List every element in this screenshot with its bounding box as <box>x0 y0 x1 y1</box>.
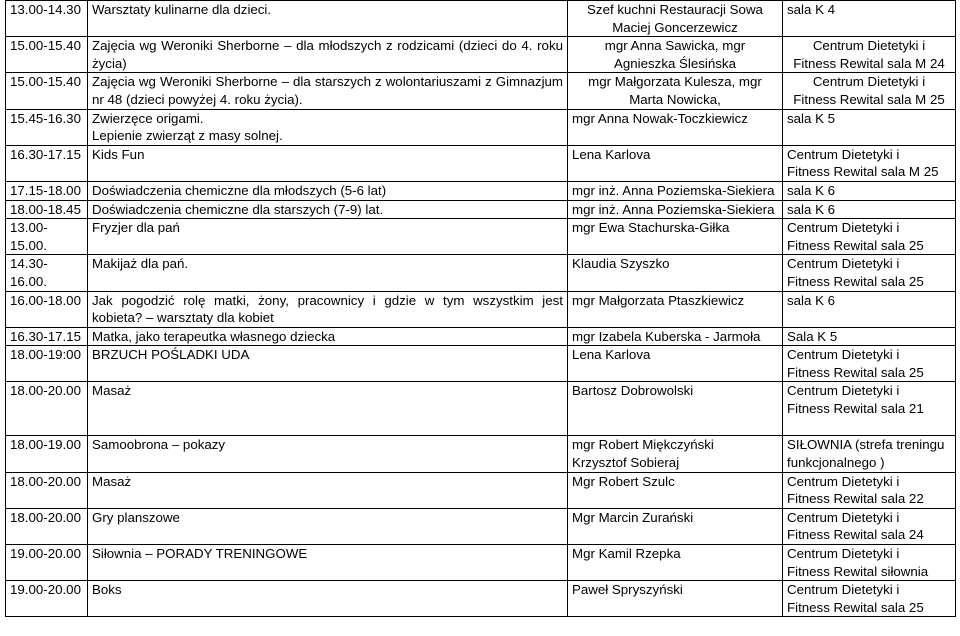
host-cell <box>568 73 783 109</box>
host-cell-line: mgr Anna Sawicka, mgr <box>604 38 746 54</box>
location-cell-line: sala K 6 <box>787 201 836 217</box>
location-cell-line: Fitness Rewital sala 25 <box>787 599 924 615</box>
location-cell <box>783 219 956 255</box>
host-cell-line: Lena Karlova <box>572 347 651 363</box>
host-cell <box>568 472 783 508</box>
table-row <box>6 581 956 617</box>
location-cell <box>783 181 956 200</box>
host-cell-line: Marta Nowicka, <box>629 91 721 107</box>
host-cell-line: Bartosz Dobrowolski <box>572 383 694 399</box>
activity-cell-line: Samoobrona – pokazy <box>92 437 226 453</box>
time-cell: 18.00-20.00 <box>6 472 88 508</box>
activity-cell-line: Warsztaty kulinarne dla dzieci. <box>92 2 272 17</box>
location-cell-line: sala K 5 <box>787 110 836 126</box>
host-cell <box>568 219 783 255</box>
activity-cell <box>88 200 568 219</box>
table-row <box>6 200 956 219</box>
activity-cell-line: Zwierzęce origami. <box>92 110 204 126</box>
time-cell: 13.00-15.00. <box>6 219 88 255</box>
location-cell <box>783 327 956 346</box>
table-row <box>6 346 956 382</box>
time-cell: 18.00-20.00 <box>6 508 88 544</box>
activity-cell <box>88 181 568 200</box>
activity-cell <box>88 545 568 581</box>
host-cell <box>568 37 783 73</box>
location-cell <box>783 255 956 291</box>
activity-cell <box>88 73 568 109</box>
location-cell <box>783 37 956 73</box>
location-cell-line: Centrum Dietetyki i <box>787 220 900 236</box>
activity-cell-line: życia) <box>92 55 127 71</box>
activity-cell-line: BRZUCH POŚLADKI UDA <box>92 347 250 363</box>
location-cell-line: Fitness Rewital sala 25 <box>787 364 924 380</box>
location-cell <box>783 145 956 181</box>
host-cell-line: Szef kuchni Restauracji Sowa <box>587 2 763 17</box>
schedule-body <box>6 1 956 617</box>
activity-cell <box>88 346 568 382</box>
table-row <box>6 1 956 37</box>
location-cell-line: Centrum Dietetyki i <box>787 582 900 598</box>
time-cell: 14.30-16.00. <box>6 255 88 291</box>
host-cell <box>568 255 783 291</box>
table-row <box>6 508 956 544</box>
activity-cell-line: Fryzjer dla pań <box>92 220 180 236</box>
host-cell-line: mgr inż. Anna Poziemska-Siekiera <box>572 182 775 198</box>
location-cell-line: Centrum Dietetyki i <box>787 509 900 525</box>
location-cell <box>783 73 956 109</box>
time-cell: 18.00-18.45 <box>6 200 88 219</box>
host-cell-line: Mgr Kamil Rzepka <box>572 546 681 562</box>
host-cell <box>568 291 783 327</box>
activity-cell-line: nr 48 (dzieci powyżej 4. roku życia). <box>92 91 303 107</box>
location-cell <box>783 291 956 327</box>
location-cell-line: sala K 6 <box>787 182 836 198</box>
schedule-table <box>5 0 956 617</box>
activity-cell-line: Kids Fun <box>92 146 145 162</box>
activity-cell <box>88 291 568 327</box>
time-cell: 18.00-19.00 <box>6 436 88 472</box>
time-cell: 16.30-17.15 <box>6 327 88 346</box>
host-cell-line: Mgr Robert Szulc <box>572 473 675 489</box>
host-cell-line: mgr inż. Anna Poziemska-Siekiera <box>572 201 775 217</box>
table-row <box>6 37 956 73</box>
table-row <box>6 219 956 255</box>
location-cell-line: Fitness Rewital sala 21 <box>787 401 924 417</box>
host-cell-line: mgr Anna Nowak-Toczkiewicz <box>572 110 748 126</box>
location-cell <box>783 109 956 145</box>
host-cell <box>568 145 783 181</box>
location-cell <box>783 346 956 382</box>
host-cell-line: mgr Izabela Kuberska - Jarmoła <box>572 328 761 344</box>
time-cell: 18.00-20.00 <box>6 382 88 436</box>
table-row <box>6 181 956 200</box>
activity-cell <box>88 255 568 291</box>
location-cell-line: Fitness Rewital sala 25 <box>787 237 924 253</box>
time-cell: 17.15-18.00 <box>6 181 88 200</box>
table-row <box>6 545 956 581</box>
activity-cell <box>88 436 568 472</box>
table-row <box>6 255 956 291</box>
activity-cell <box>88 508 568 544</box>
location-cell <box>783 545 956 581</box>
location-cell-line: sala K 6 <box>787 292 836 308</box>
activity-cell-line: Zajęcia wg Weroniki Sherborne – dla starszych z wolontariuszami z Gimnazjum <box>92 74 563 90</box>
location-cell-line: Centrum Dietetyki i <box>787 473 900 489</box>
location-cell-line: Centrum Dietetyki i <box>787 383 900 399</box>
location-cell <box>783 436 956 472</box>
activity-cell <box>88 581 568 617</box>
host-cell <box>568 545 783 581</box>
location-cell <box>783 472 956 508</box>
activity-cell-line: Masaż <box>92 383 132 399</box>
host-cell <box>568 181 783 200</box>
activity-cell-line: kobieta? – warsztaty dla kobiet <box>92 310 274 326</box>
host-cell-line: Lena Karlova <box>572 146 651 162</box>
location-cell-line: Sala K 5 <box>787 328 838 344</box>
location-cell <box>783 200 956 219</box>
host-cell <box>568 200 783 219</box>
location-cell-line: funkcjonalnego ) <box>787 455 885 471</box>
time-cell: 16.00-18.00 <box>6 291 88 327</box>
host-cell-line: Agnieszka Ślesińska <box>614 55 736 71</box>
host-cell-line: mgr Robert Miękczyński <box>572 437 714 453</box>
host-cell <box>568 581 783 617</box>
location-cell <box>783 1 956 37</box>
activity-cell-line: Boks <box>92 582 122 598</box>
location-cell <box>783 581 956 617</box>
time-cell: 18.00-19:00 <box>6 346 88 382</box>
activity-cell-line: Lepienie zwierząt z masy solnej. <box>92 128 283 144</box>
location-cell-line: Centrum Dietetyki i <box>787 256 900 272</box>
activity-cell-line: Masaż <box>92 473 132 489</box>
host-cell <box>568 327 783 346</box>
activity-cell <box>88 1 568 37</box>
host-cell-line: mgr Małgorzata Kulesza, mgr <box>588 74 762 90</box>
host-cell <box>568 346 783 382</box>
location-cell-line: Fitness Rewital sala M 25 <box>787 164 939 180</box>
table-row <box>6 291 956 327</box>
host-cell-line: Krzysztof Sobieraj <box>572 455 680 471</box>
activity-cell <box>88 472 568 508</box>
activity-cell-line: Makijaż dla pań. <box>92 256 189 272</box>
host-cell <box>568 508 783 544</box>
host-cell <box>568 436 783 472</box>
location-cell-line: Fitness Rewital sala 22 <box>787 491 924 507</box>
time-cell: 15.00-15.40 <box>6 37 88 73</box>
activity-cell <box>88 109 568 145</box>
host-cell <box>568 1 783 37</box>
location-cell-line: Fitness Rewital siłownia <box>787 563 929 579</box>
table-row <box>6 145 956 181</box>
time-cell: 19.00-20.00 <box>6 581 88 617</box>
host-cell-line: mgr Małgorzata Ptaszkiewicz <box>572 292 745 308</box>
time-cell: 16.30-17.15 <box>6 145 88 181</box>
location-cell-line: Centrum Dietetyki i <box>787 347 900 363</box>
activity-cell-line: Siłownia – PORADY TRENINGOWE <box>92 546 308 562</box>
time-cell: 15.00-15.40 <box>6 73 88 109</box>
table-row <box>6 382 956 436</box>
table-row <box>6 436 956 472</box>
table-row <box>6 327 956 346</box>
activity-cell-line: Zajęcia wg Weroniki Sherborne – dla młodszych z rodzicami (dzieci do 4. roku <box>92 38 563 54</box>
location-cell-line: Fitness Rewital sala 24 <box>787 527 924 543</box>
location-cell-line: Fitness Rewital sala 25 <box>787 273 924 289</box>
activity-cell-line: Gry planszowe <box>92 509 180 525</box>
activity-cell <box>88 145 568 181</box>
activity-cell-line: Doświadczenia chemiczne dla starszych (7-9) lat. <box>92 201 384 217</box>
host-cell-line: Maciej Goncerzewicz <box>612 19 738 35</box>
activity-cell <box>88 327 568 346</box>
activity-cell-line: Matka, jako terapeutka własnego dziecka <box>92 328 336 344</box>
host-cell-line: Klaudia Szyszko <box>572 256 670 272</box>
table-row <box>6 472 956 508</box>
location-cell-line: SIŁOWNIA (strefa treningu <box>787 437 945 453</box>
location-cell <box>783 382 956 436</box>
activity-cell <box>88 382 568 436</box>
activity-cell-line: Doświadczenia chemiczne dla młodszych (5-6 lat) <box>92 182 387 198</box>
location-cell-line: Fitness Rewital sala M 25 <box>793 91 945 107</box>
activity-cell <box>88 37 568 73</box>
time-cell: 15.45-16.30 <box>6 109 88 145</box>
host-cell <box>568 109 783 145</box>
host-cell-line: Mgr Marcin Zurański <box>572 509 694 525</box>
host-cell-line: mgr Ewa Stachurska-Giłka <box>572 220 730 236</box>
location-cell-line: Centrum Dietetyki i <box>812 74 926 90</box>
activity-cell <box>88 219 568 255</box>
location-cell-line: Centrum Dietetyki i <box>787 146 900 162</box>
time-cell: 13.00-14.30 <box>6 1 88 37</box>
table-row <box>6 109 956 145</box>
location-cell <box>783 508 956 544</box>
host-cell-line: Paweł Spryszyński <box>572 582 683 598</box>
location-cell-line: sala K 4 <box>787 2 836 17</box>
activity-cell-line: Jak pogodzić rolę matki, żony, pracownicy i gdzie w tym wszystkim jest <box>92 292 563 308</box>
location-cell-line: Fitness Rewital sala M 24 <box>793 55 945 71</box>
time-cell: 19.00-20.00 <box>6 545 88 581</box>
location-cell-line: Centrum Dietetyki i <box>787 546 900 562</box>
location-cell-line: Centrum Dietetyki i <box>812 38 926 54</box>
table-row <box>6 73 956 109</box>
host-cell <box>568 382 783 436</box>
